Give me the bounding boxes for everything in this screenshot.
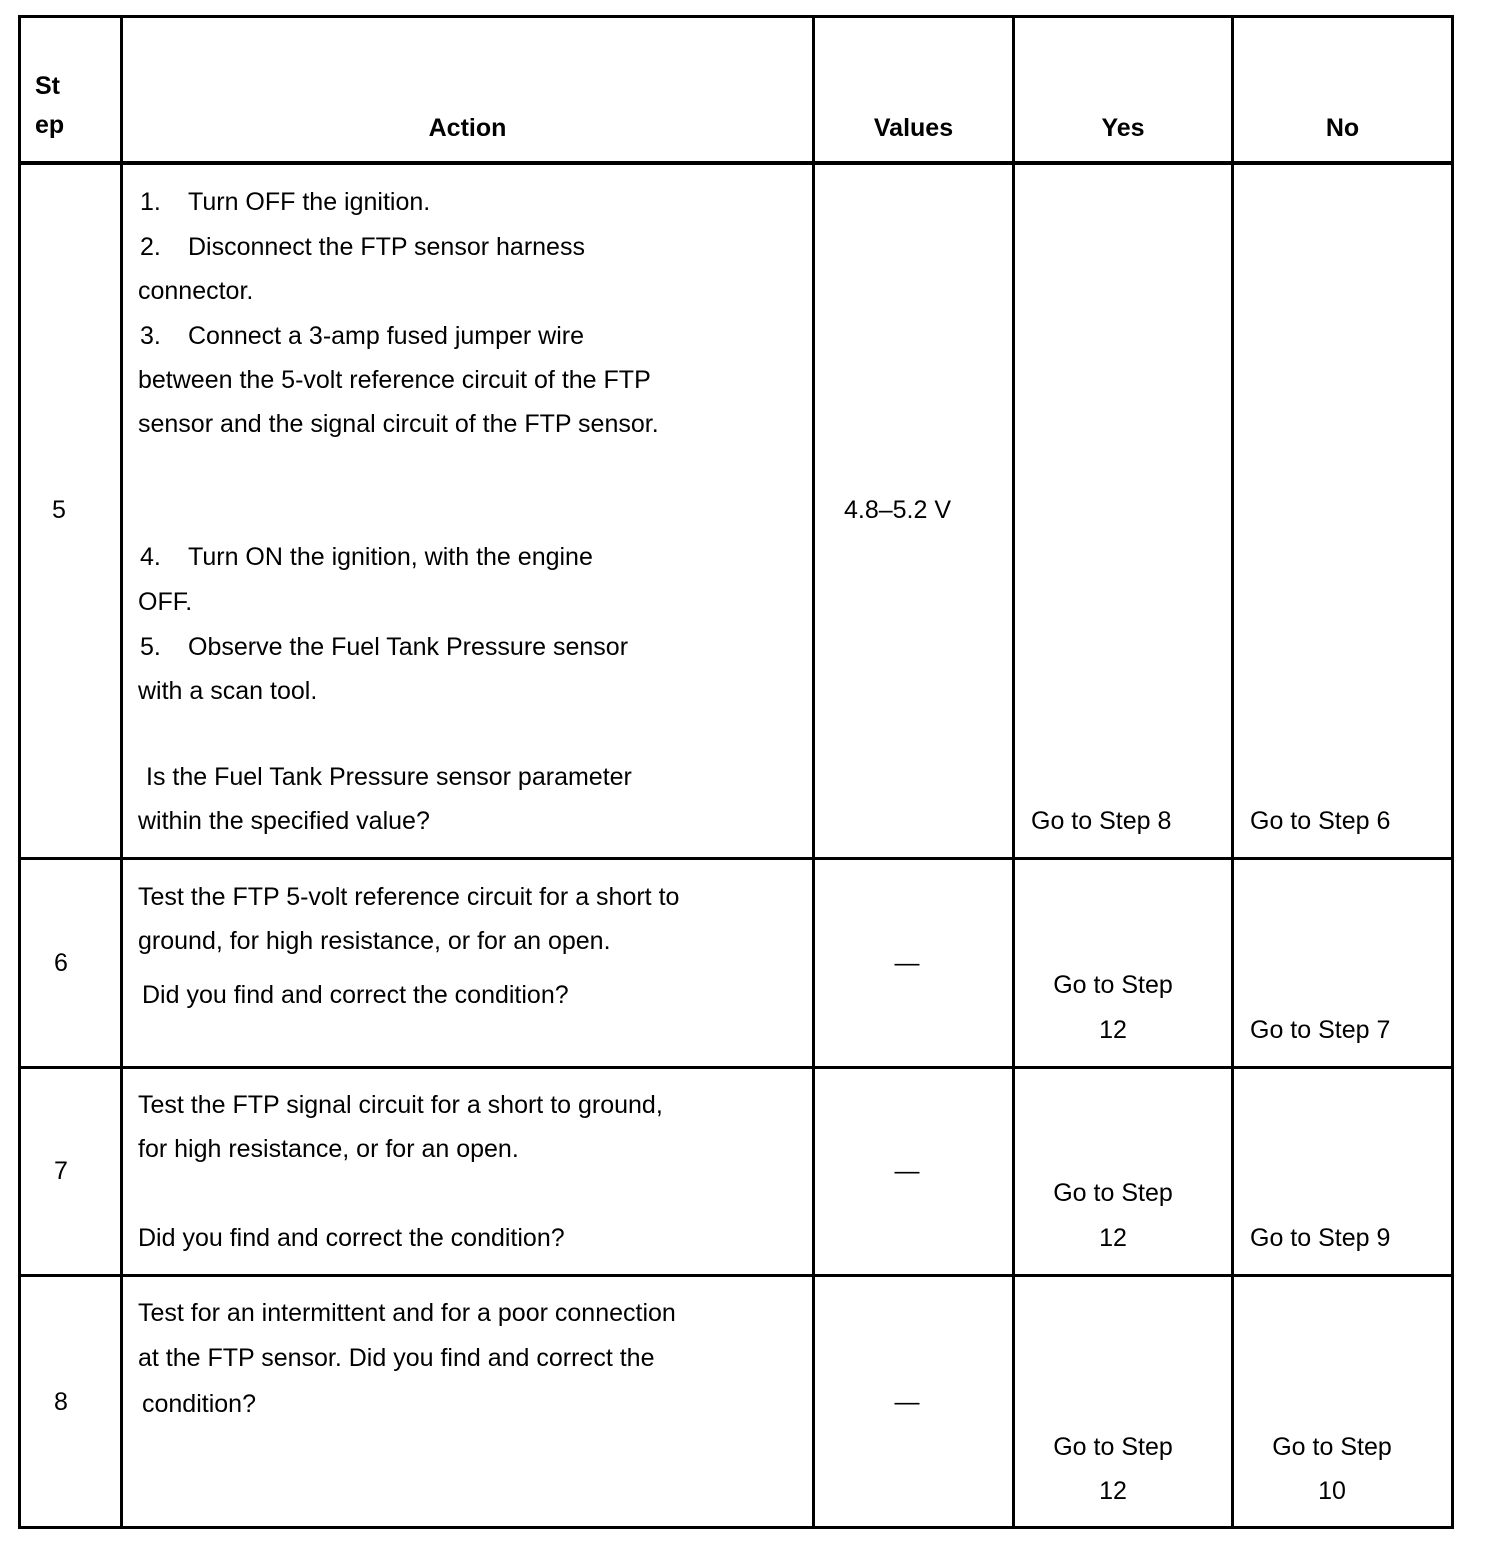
row6-yes-line2: 12: [1099, 1016, 1127, 1044]
row8-no-line1: Go to Step: [1272, 1433, 1392, 1461]
col-rule-values: [1012, 15, 1015, 1529]
header-step: [35, 67, 64, 145]
item-text: Disconnect the FTP sensor harness: [188, 233, 585, 261]
header-step-line2: ep: [35, 111, 65, 139]
row7-value: —: [894, 1157, 920, 1185]
row5-step: 5: [52, 496, 66, 524]
row5-yes: Go to Step 8: [1031, 807, 1172, 835]
row6-step: 6: [54, 949, 68, 977]
table-border-bottom: [18, 1526, 1454, 1529]
row5-action-item5: [140, 625, 628, 670]
row5-value: 4.8–5.2 V: [844, 496, 952, 524]
row5-action-item4-cont: OFF.: [138, 588, 193, 616]
table-border-top: [18, 15, 1454, 18]
item-text: Turn ON the ignition, with the engine: [188, 543, 593, 571]
row7-step: 7: [54, 1157, 68, 1185]
table-border-left: [18, 15, 21, 1529]
item-text: Connect a 3-amp fused jumper wire: [188, 322, 585, 350]
row5-action-item2: [140, 225, 585, 270]
diagnostic-table: [18, 15, 1454, 1529]
item-number: 3.: [140, 322, 161, 350]
header-rule: [18, 161, 1454, 165]
header-values: Values: [873, 114, 954, 142]
row7-question: Did you find and correct the condition?: [138, 1224, 565, 1252]
row7-no: Go to Step 9: [1250, 1224, 1391, 1252]
row8-action-line3: condition?: [142, 1390, 256, 1418]
row-rule-6: [18, 1066, 1454, 1069]
header-step-line1: St: [35, 72, 60, 100]
row8-yes-line1: Go to Step: [1053, 1433, 1173, 1461]
table-border-right: [1451, 15, 1454, 1529]
row6-yes-line1: Go to Step: [1053, 971, 1173, 999]
col-rule-step: [120, 15, 123, 1529]
row6-no: Go to Step 7: [1250, 1016, 1391, 1044]
item-number: 5.: [140, 633, 161, 661]
header-action: Action: [428, 114, 507, 142]
row6-action-line2: ground, for high resistance, or for an open.: [138, 927, 611, 955]
row6-value: —: [894, 949, 920, 977]
row5-action-item3: [140, 314, 584, 359]
col-rule-yes: [1231, 15, 1234, 1529]
row5-action-item2-cont: connector.: [138, 277, 254, 305]
item-number: 2.: [140, 233, 161, 261]
row8-action-line2: at the FTP sensor. Did you find and correct the: [138, 1344, 655, 1372]
row7-action-line2: for high resistance, or for an open.: [138, 1135, 519, 1163]
row6-question: Did you find and correct the condition?: [142, 981, 569, 1009]
header-no: No: [1325, 114, 1360, 142]
row5-action-item5-cont: with a scan tool.: [138, 677, 318, 705]
row5-question-line2: within the specified value?: [138, 807, 430, 835]
row8-action-line1: Test for an intermittent and for a poor connection: [138, 1299, 676, 1327]
row5-question-line1: Is the Fuel Tank Pressure sensor parameter: [146, 763, 632, 791]
row8-step: 8: [54, 1388, 68, 1416]
row5-action-item4: [140, 535, 593, 580]
row5-no: Go to Step 6: [1250, 807, 1391, 835]
item-number: 4.: [140, 543, 161, 571]
row5-action-item3-cont1: between the 5-volt reference circuit of the FTP: [138, 366, 651, 394]
row5-action-item3-cont2: sensor and the signal circuit of the FTP sensor.: [138, 410, 659, 438]
row7-yes-line2: 12: [1099, 1224, 1127, 1252]
item-number: 1.: [140, 188, 161, 216]
col-rule-action: [812, 15, 815, 1529]
row6-action-line1: Test the FTP 5-volt reference circuit for a short to: [138, 883, 680, 911]
header-yes: Yes: [1101, 114, 1145, 142]
row7-yes-line1: Go to Step: [1053, 1179, 1173, 1207]
item-text: Observe the Fuel Tank Pressure sensor: [188, 633, 629, 661]
row8-yes-line2: 12: [1099, 1477, 1127, 1505]
row7-action-line1: Test the FTP signal circuit for a short to ground,: [138, 1091, 663, 1119]
row-rule-5: [18, 857, 1454, 860]
row-rule-7: [18, 1274, 1454, 1277]
row5-action-item1: [140, 180, 430, 225]
row8-no-line2: 10: [1318, 1477, 1346, 1505]
item-text: Turn OFF the ignition.: [188, 188, 431, 216]
row8-value: —: [894, 1388, 920, 1416]
